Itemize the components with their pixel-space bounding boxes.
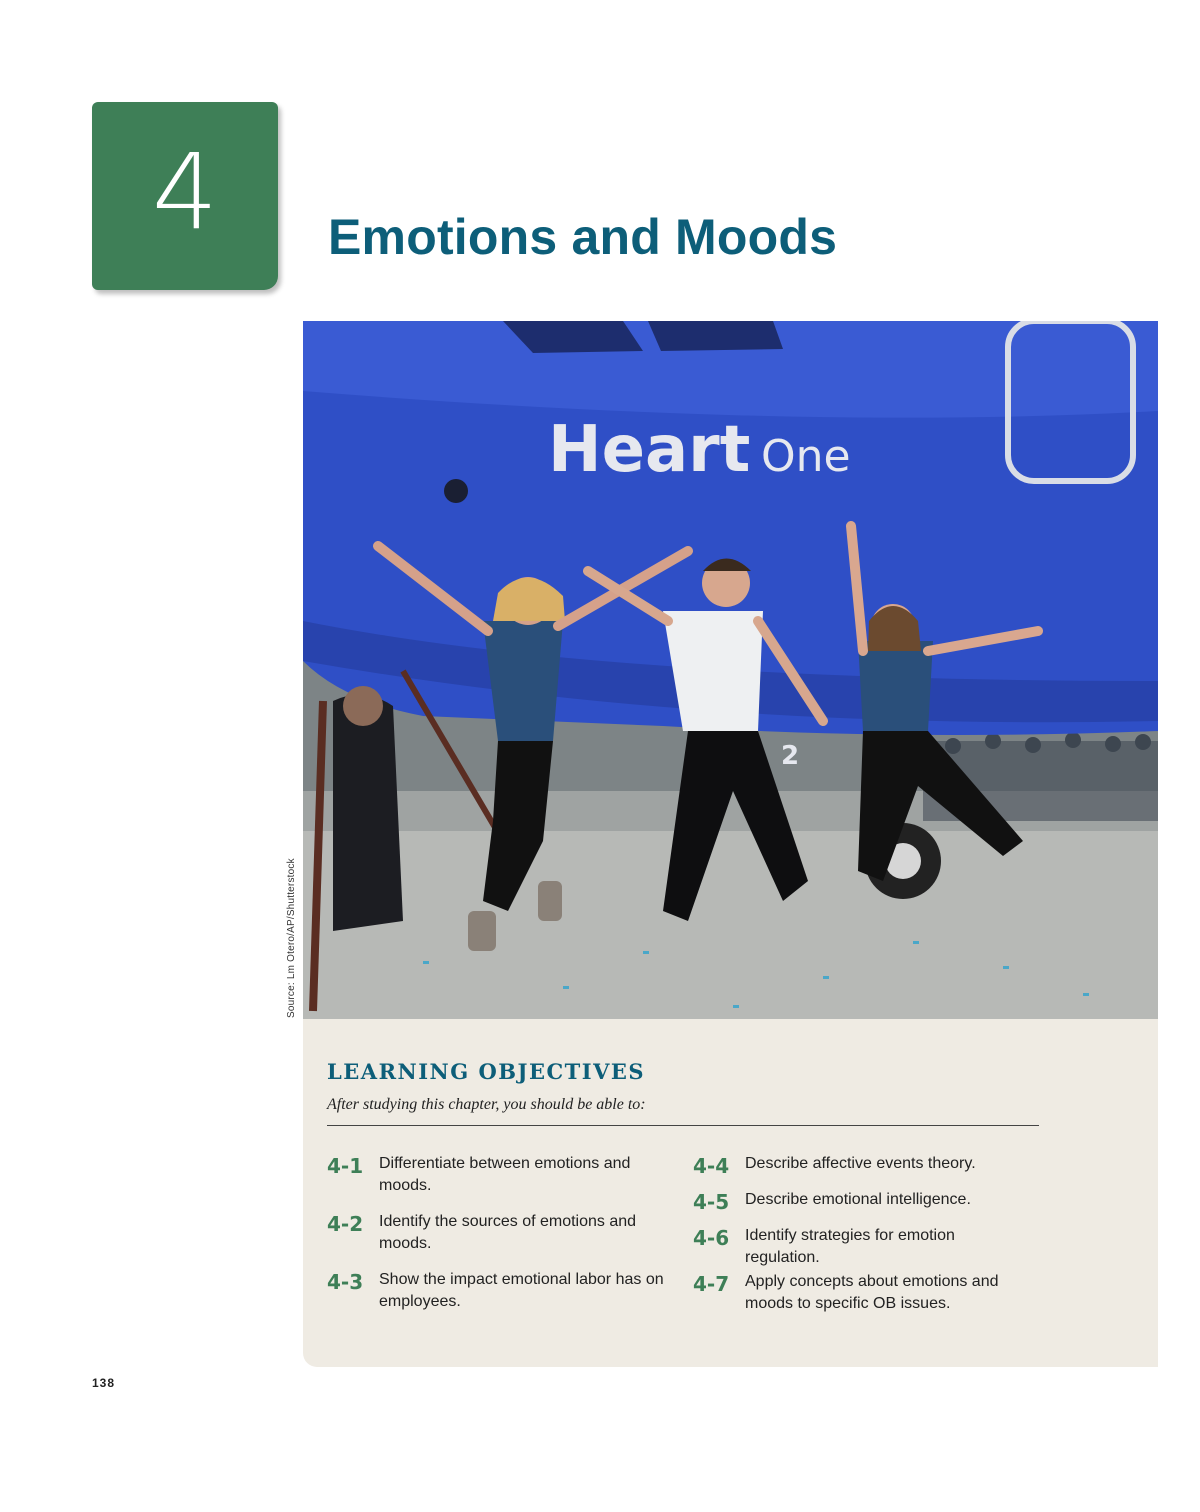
objective-text: Describe emotional intelligence. <box>745 1191 971 1208</box>
objective-item <box>693 1271 1043 1315</box>
objective-text: Show the impact emotional labor has on employees. <box>379 1271 664 1310</box>
objective-item <box>327 1153 677 1197</box>
chapter-number-box <box>92 102 278 290</box>
photo-credit: Source: Lm Otero/AP/Shutterstock <box>286 858 297 1018</box>
objective-number: 4-2 <box>327 1212 364 1236</box>
objective-number: 4-1 <box>327 1154 364 1178</box>
objective-number: 4-3 <box>327 1270 364 1294</box>
learning-objectives-panel <box>303 1019 1158 1367</box>
learning-objectives-subheading: After studying this chapter, you should be able to: <box>327 1096 646 1113</box>
objective-number: 4-7 <box>693 1272 730 1296</box>
aircraft-lettering: Heart <box>548 413 751 487</box>
chapter-number: 4 <box>151 131 219 253</box>
learning-objectives-heading: LEARNING OBJECTIVES <box>327 1059 646 1084</box>
divider <box>327 1125 1039 1126</box>
objective-item <box>693 1225 993 1269</box>
aircraft-lettering-suffix: One <box>761 431 851 482</box>
objective-text: Apply concepts about emotions and moods to specific OB issues. <box>745 1273 999 1312</box>
objective-text: Describe affective events theory. <box>745 1155 976 1172</box>
objective-item <box>327 1211 677 1255</box>
objective-item <box>327 1269 677 1313</box>
fuselage-number: 2 <box>781 741 800 771</box>
objective-item <box>693 1153 1043 1177</box>
objective-item <box>693 1189 1043 1213</box>
chapter-title: Emotions and Moods <box>328 209 838 265</box>
objective-text: Identify strategies for emotion regulation. <box>745 1227 955 1266</box>
objective-number: 4-5 <box>693 1190 730 1214</box>
objective-text: Differentiate between emotions and moods. <box>379 1155 631 1194</box>
chapter-opener-photo <box>303 321 1158 1019</box>
objective-number: 4-6 <box>693 1226 730 1250</box>
objective-number: 4-4 <box>693 1154 730 1178</box>
objective-text: Identify the sources of emotions and moods. <box>379 1213 637 1252</box>
page-number: 138 <box>92 1376 116 1390</box>
